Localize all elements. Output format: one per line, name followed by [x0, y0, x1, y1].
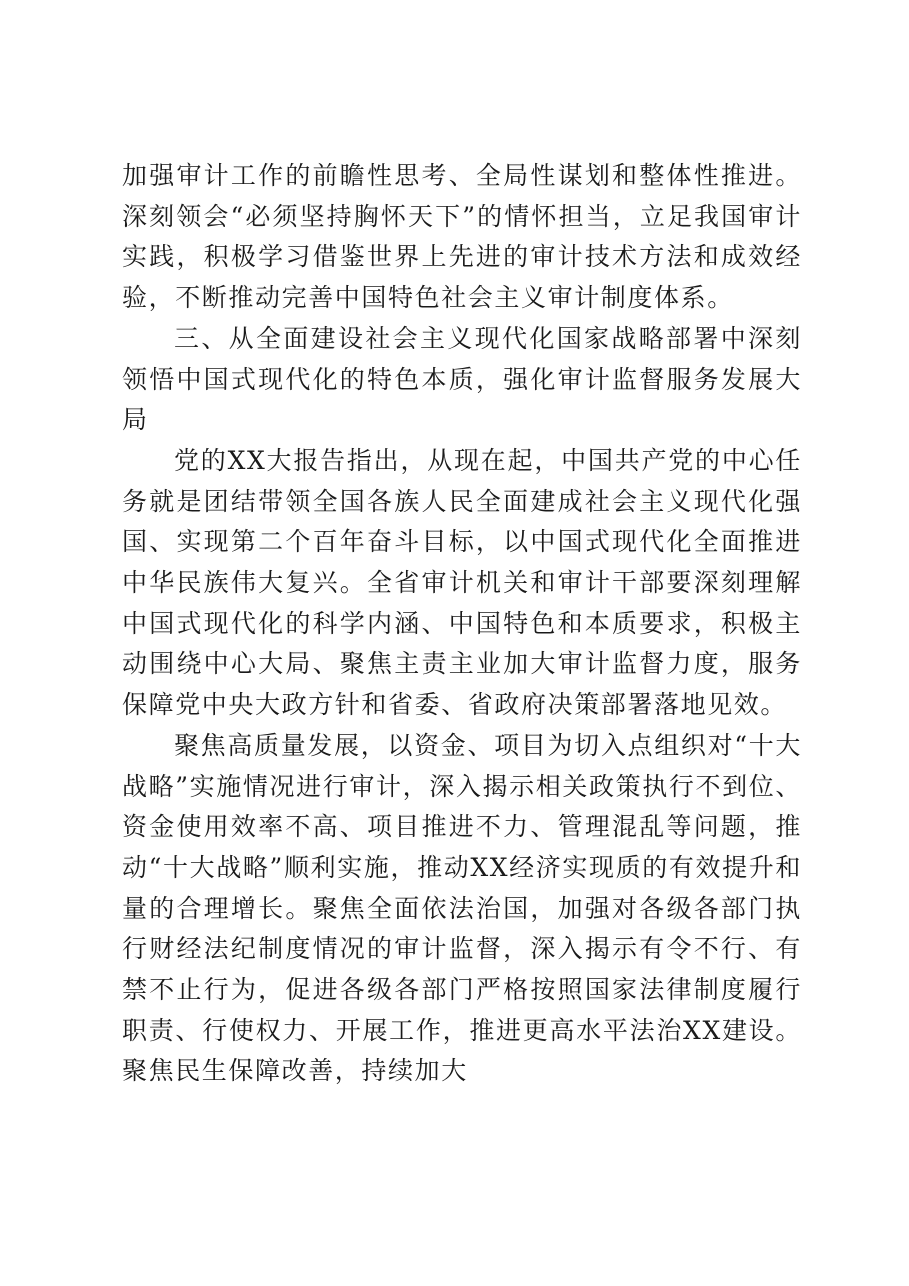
body-paragraph-focus: 聚焦高质量发展，以资金、项目为切入点组织对“十大战略”实施情况进行审计，深入揭示相关政策执行不到位、资金使用效率不高、项目推进不力、管理混乱等问题，推动“十大战略”顺利实施，推动XX经济实现质的有效提升和量的合理增长。聚焦全面依法治国，加强对各级各部门执行财经法纪制度情况的审计监督，深入揭示有令不行、有禁不止行为，促进各级各部门严格按照国家法律制度履行职责、行使权力、开展工作，推进更高水平法治XX建设。聚焦民生保障改善，持续加大	[122, 730, 802, 1086]
body-paragraph-report: 党的XX大报告指出，从现在起，中国共产党的中心任务就是团结带领全国各族人民全面建成社会主义现代化强国、实现第二个百年奋斗目标，以中国式现代化全面推进中华民族伟大复兴。全省审计机关和审计干部要深刻理解中国式现代化的科学内涵、中国特色和本质要求，积极主动围绕中心大局、聚焦主责主业加大审计监督力度，服务保障党中央大政方针和省委、省政府决策部署落地见效。	[122, 445, 802, 720]
body-paragraph-continued: 加强审计工作的前瞻性思考、全局性谋划和整体性推进。深刻领会“必须坚持胸怀天下”的情怀担当，立足我国审计实践，积极学习借鉴世界上先进的审计技术方法和成效经验，不断推动完善中国特色社会主义审计制度体系。	[122, 161, 802, 313]
section-heading-3: 三、从全面建设社会主义现代化国家战略部署中深刻领悟中国式现代化的特色本质，强化审计监督服务发展大局	[122, 323, 802, 435]
document-body	[122, 156, 802, 1092]
